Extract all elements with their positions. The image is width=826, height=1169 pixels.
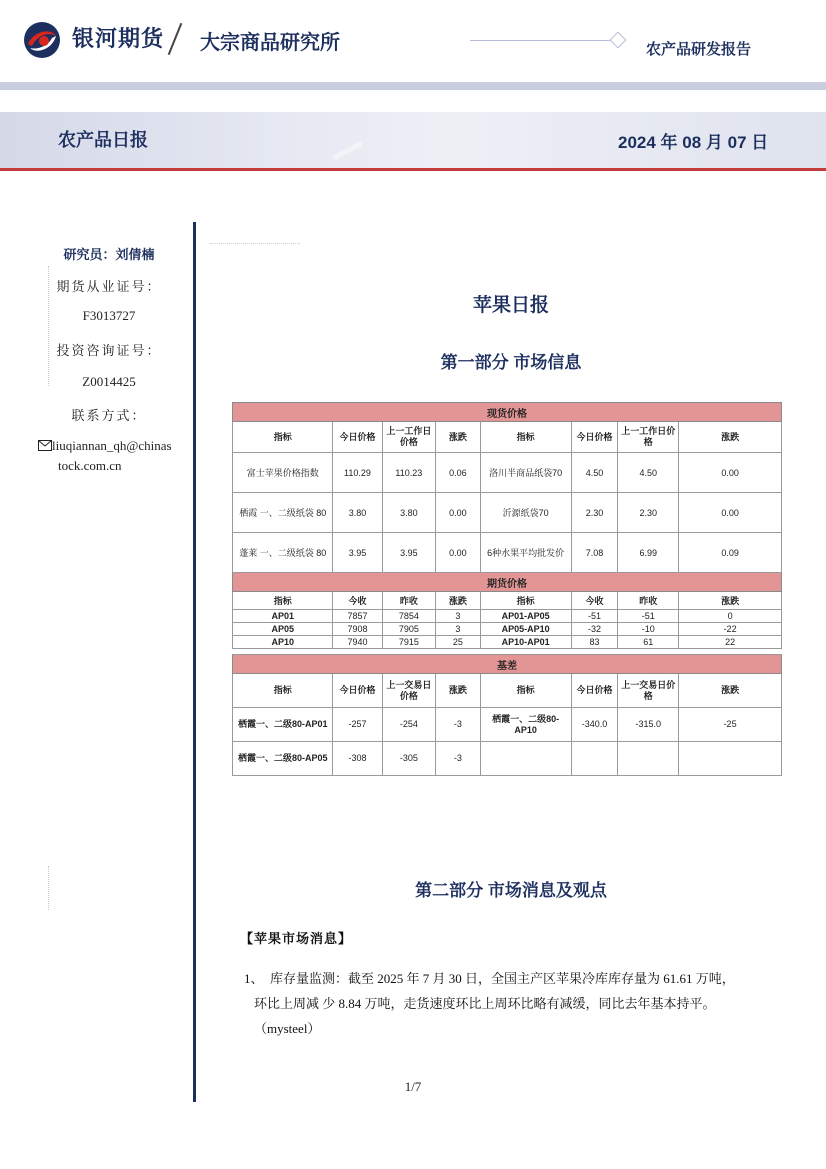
futures-cert-number: F3013727	[82, 308, 136, 323]
apple-news-heading: 【苹果市场消息】	[240, 931, 353, 946]
cell: 沂源纸袋70	[480, 493, 571, 533]
col-header: 涨跌	[436, 592, 480, 610]
cell: 2.30	[618, 493, 679, 533]
table-row	[233, 453, 782, 493]
cell: -315.0	[618, 708, 679, 742]
sidebar-dots	[48, 266, 51, 386]
table-row	[233, 533, 782, 573]
cell: 110.23	[382, 453, 436, 493]
report-date: 2024 年 08 月 07 日	[618, 133, 769, 152]
cell: -22	[679, 623, 782, 636]
col-header: 指标	[233, 592, 333, 610]
table-row	[233, 708, 782, 742]
col-header: 上一工作日价格	[618, 422, 679, 453]
cell: 栖霞一、二级80-AP01	[233, 708, 333, 742]
cell: 0.06	[436, 453, 480, 493]
cell	[618, 742, 679, 776]
spot-section-header: 现货价格	[233, 403, 782, 422]
cell: -3	[436, 708, 480, 742]
cell: 83	[571, 636, 618, 649]
item-number: 1、	[244, 971, 264, 986]
col-header: 涨跌	[679, 592, 782, 610]
band-red-line	[0, 168, 826, 171]
col-header: 涨跌	[436, 674, 480, 708]
cell: -254	[382, 708, 436, 742]
table-row	[233, 610, 782, 623]
cell: 3.80	[333, 493, 382, 533]
table-row	[233, 623, 782, 636]
cell: 7940	[333, 636, 382, 649]
col-header: 上一交易日价格	[382, 674, 436, 708]
cell: -340.0	[571, 708, 618, 742]
page-number: 1/7	[404, 1079, 422, 1094]
futures-header-row	[233, 592, 782, 610]
cell: 110.29	[333, 453, 382, 493]
basis-section-header: 基差	[233, 655, 782, 674]
news-line-1: 库存量监测：截至 2025 年 7 月 30 日，全国主产区苹果冷库库存量为 61.61 万吨，	[270, 971, 735, 986]
col-header: 涨跌	[436, 422, 480, 453]
cell: 0.00	[679, 453, 782, 493]
cell: 7857	[333, 610, 382, 623]
contact-label: 联系方式：	[71, 408, 147, 423]
cell: 0	[679, 610, 782, 623]
cell: 7854	[382, 610, 436, 623]
table-row	[233, 742, 782, 776]
envelope-icon	[38, 440, 52, 451]
faint-dots	[210, 243, 300, 244]
report-main-title: 苹果日报	[472, 295, 549, 316]
col-header: 昨收	[618, 592, 679, 610]
cell: 22	[679, 636, 782, 649]
cell: 栖霞 一、二级纸袋 80	[233, 493, 333, 533]
cell: 3.80	[382, 493, 436, 533]
cell: -10	[618, 623, 679, 636]
email-line-1: liuqiannan_qh@chinas	[52, 438, 172, 453]
col-header: 指标	[480, 674, 571, 708]
col-header: 今收	[333, 592, 382, 610]
col-header: 昨收	[382, 592, 436, 610]
futures-cert-label: 期货从业证号：	[56, 279, 162, 294]
cell: AP05-AP10	[480, 623, 571, 636]
cell: 4.50	[618, 453, 679, 493]
col-header: 今日价格	[571, 422, 618, 453]
col-header: 今收	[571, 592, 618, 610]
cell: 栖霞一、二级80-AP10	[480, 708, 571, 742]
col-header: 今日价格	[571, 674, 618, 708]
diamond-icon	[610, 32, 627, 49]
cell: 3.95	[333, 533, 382, 573]
cell: 7.08	[571, 533, 618, 573]
cell: 25	[436, 636, 480, 649]
news-line-2: 环比上周减 少 8.84 万吨，走货速度环比上周环比略有减缓，同比去年基本持平。	[254, 996, 716, 1011]
cell: 0.00	[679, 493, 782, 533]
report-header	[0, 0, 826, 82]
brand-name: 银河期货	[72, 26, 165, 51]
cell: -3	[436, 742, 480, 776]
col-header: 涨跌	[679, 674, 782, 708]
cell: AP05	[233, 623, 333, 636]
cell: -305	[382, 742, 436, 776]
email-line-2: tock.com.cn	[58, 458, 122, 473]
table-row	[233, 493, 782, 533]
basis-header-row	[233, 674, 782, 708]
col-header: 指标	[480, 592, 571, 610]
cell: 2.30	[571, 493, 618, 533]
cell: -257	[333, 708, 382, 742]
cell	[679, 742, 782, 776]
cell: -51	[618, 610, 679, 623]
cell: -51	[571, 610, 618, 623]
col-header: 上一工作日价格	[382, 422, 436, 453]
table-row	[233, 636, 782, 649]
cell: 7905	[382, 623, 436, 636]
cell: 7908	[333, 623, 382, 636]
col-header: 指标	[233, 422, 333, 453]
part1-heading: 第一部分 市场信息	[440, 353, 582, 372]
advisory-cert-label: 投资咨询证号：	[56, 343, 162, 358]
cell: 栖霞一、二级80-AP05	[233, 742, 333, 776]
part2-heading: 第二部分 市场消息及观点	[415, 881, 607, 900]
news-item-1	[244, 966, 799, 1041]
cell	[571, 742, 618, 776]
col-header: 今日价格	[333, 674, 382, 708]
col-header: 涨跌	[679, 422, 782, 453]
cell	[480, 742, 571, 776]
col-header: 指标	[480, 422, 571, 453]
daily-report-title: 农产品日报	[58, 130, 148, 150]
contact-email[interactable]	[38, 438, 198, 454]
cell: 0.09	[679, 533, 782, 573]
cell: 0.00	[436, 533, 480, 573]
cell: -32	[571, 623, 618, 636]
futures-section-header: 期货价格	[233, 573, 782, 592]
cell: 富士苹果价格指数	[233, 453, 333, 493]
cell: 6种水果平均批发价	[480, 533, 571, 573]
cell: 3	[436, 623, 480, 636]
col-header: 上一交易日价格	[618, 674, 679, 708]
cell: 0.00	[436, 493, 480, 533]
cell: AP10	[233, 636, 333, 649]
news-source: （mysteel）	[254, 1021, 321, 1036]
cell: 洛川半商品纸袋70	[480, 453, 571, 493]
cell: AP01-AP05	[480, 610, 571, 623]
cell: AP01	[233, 610, 333, 623]
advisory-cert-number: Z0014425	[82, 374, 136, 389]
decorative-line	[470, 40, 612, 41]
cell: -308	[333, 742, 382, 776]
cell: 3.95	[382, 533, 436, 573]
cell: 7915	[382, 636, 436, 649]
institute-name: 大宗商品研究所	[200, 32, 340, 54]
cell: 6.99	[618, 533, 679, 573]
market-info-table	[232, 402, 782, 776]
sidebar-dots-lower	[48, 866, 51, 910]
galaxy-logo-icon	[22, 20, 62, 60]
spot-header-row	[233, 422, 782, 453]
researcher-name: 研究员：刘倩楠	[63, 247, 155, 262]
cell: 3	[436, 610, 480, 623]
divider-slash	[168, 23, 183, 55]
cell: 蓬莱 一、二级纸袋 80	[233, 533, 333, 573]
cell: 61	[618, 636, 679, 649]
cell: AP10-AP01	[480, 636, 571, 649]
cell: 4.50	[571, 453, 618, 493]
cell: -25	[679, 708, 782, 742]
report-type: 农产品研发报告	[646, 41, 752, 58]
col-header: 指标	[233, 674, 333, 708]
header-stripe	[0, 82, 826, 90]
col-header: 今日价格	[333, 422, 382, 453]
